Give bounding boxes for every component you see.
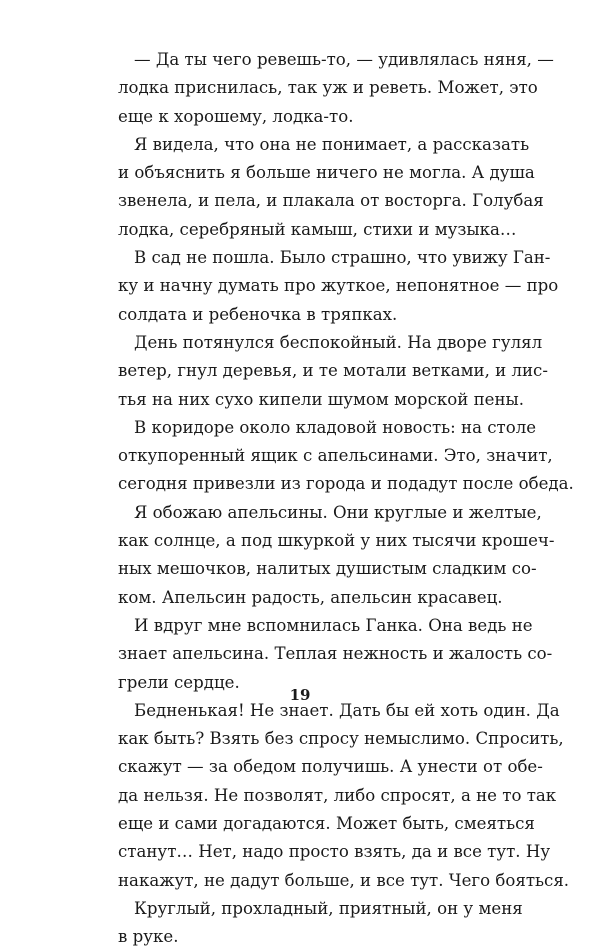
page-number: 19 bbox=[289, 686, 311, 704]
text-line: как быть? Взять без спросу немыслимо. Спросить, bbox=[118, 729, 564, 749]
text-line: ветер, гнул деревья, и те мотали ветками, и лис- bbox=[118, 361, 548, 381]
text-line: знает апельсина. Теплая нежность и жалость со- bbox=[118, 644, 553, 664]
text-line: сегодня привезли из города и подадут после обеда. bbox=[118, 474, 574, 494]
paragraph bbox=[118, 131, 544, 244]
paragraph bbox=[118, 895, 523, 952]
text-line: Круглый, прохладный, приятный, он у меня bbox=[134, 898, 523, 918]
text-line: В сад не пошла. Было страшно, что увижу Ган- bbox=[134, 248, 551, 268]
page-text bbox=[118, 46, 574, 952]
text-line: звенела, и пела, и плакала от восторга. Голубая bbox=[118, 191, 544, 211]
text-line: еще и сами догадаются. Может быть, смеяться bbox=[118, 814, 535, 834]
text-line: и объяснить я больше ничего не могла. А душа bbox=[118, 163, 535, 183]
paragraph bbox=[118, 612, 553, 697]
text-line: Я видела, что она не понимает, а рассказать bbox=[134, 134, 530, 154]
text-line: лодка приснилась, так уж и реветь. Может, это bbox=[118, 78, 538, 98]
text-line: в руке. bbox=[118, 927, 179, 947]
text-line: да нельзя. Не позволят, либо спросят, а не то так bbox=[118, 785, 557, 805]
text-line: — Да ты чего ревешь-то, — удивлялась няня, — bbox=[134, 50, 554, 69]
text-line: ных мешочков, налитых душистым сладким со- bbox=[118, 559, 537, 579]
paragraph bbox=[118, 414, 574, 499]
text-line: Я обожаю апельсины. Они круглые и желтые, bbox=[134, 502, 542, 522]
text-line: как солнце, а под шкуркой у них тысячи крошеч- bbox=[118, 531, 555, 551]
paragraph bbox=[118, 499, 555, 612]
text-line: ком. Апельсин радость, апельсин красавец. bbox=[118, 587, 503, 607]
text-line: скажут — за обедом получишь. А унести от обе- bbox=[118, 757, 543, 777]
text-line: В коридоре около кладовой новость: на столе bbox=[134, 417, 537, 437]
text-line: накажут, не дадут больше, и все тут. Чего бояться. bbox=[118, 870, 570, 890]
text-line: станут… Нет, надо просто взять, да и все тут. Ну bbox=[118, 842, 551, 862]
paragraph bbox=[118, 697, 570, 895]
paragraph bbox=[118, 244, 559, 329]
paragraph bbox=[118, 329, 548, 414]
text-line: ку и начну думать про жуткое, непонятное — про bbox=[118, 276, 559, 296]
text-line: И вдруг мне вспомнилась Ганка. Она ведь не bbox=[134, 615, 533, 635]
text-line: Бедненькая! Не знает. Дать бы ей хоть один. Да bbox=[134, 700, 560, 720]
text-line: грели сердце. bbox=[118, 672, 240, 692]
paragraph bbox=[118, 46, 554, 131]
text-line: День потянулся беспокойный. На дворе гулял bbox=[134, 332, 543, 352]
text-line: тья на них сухо кипели шумом морской пены. bbox=[118, 389, 525, 409]
text-line: лодка, серебряный камыш, стихи и музыка… bbox=[118, 219, 517, 239]
text-line: откупоренный ящик с апельсинами. Это, значит, bbox=[118, 446, 553, 466]
text-line: еще к хорошему, лодка-то. bbox=[118, 106, 354, 126]
text-line: солдата и ребеночка в тряпках. bbox=[118, 304, 398, 324]
